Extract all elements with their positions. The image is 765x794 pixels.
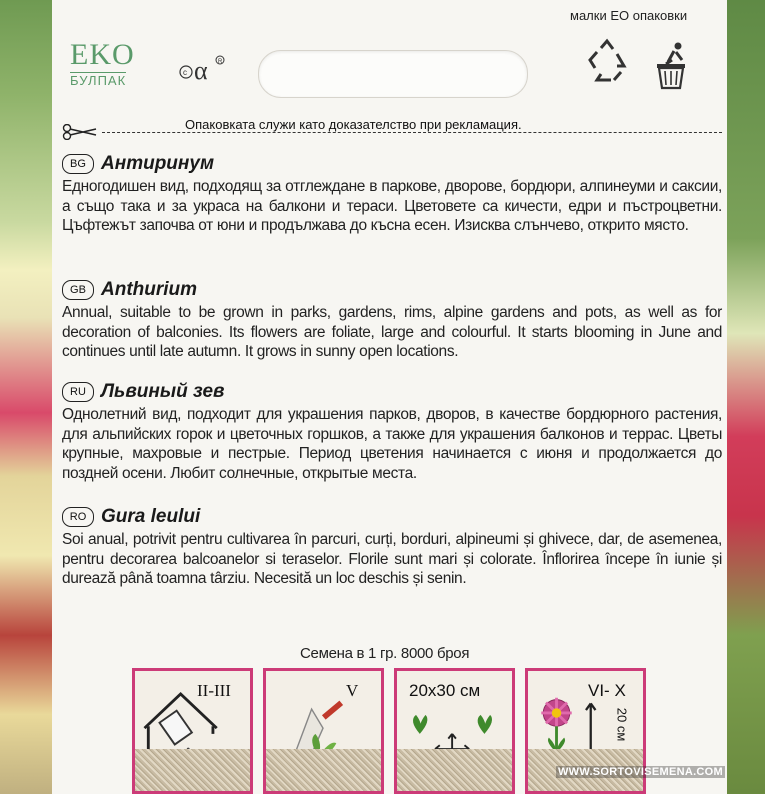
svg-text:α: α (194, 56, 208, 84)
tile-sowing-period (132, 668, 253, 794)
language-code: GB (62, 280, 94, 300)
scissors-icon (62, 124, 98, 140)
proof-of-claim-text: Опаковката служи като доказателство при рекламация. (185, 117, 522, 132)
section-title: Anthurium (101, 279, 198, 300)
trash-bin-icon (654, 40, 688, 90)
cut-line (62, 124, 722, 140)
website-url: WWW.SORTOVISEMENA.COM (558, 766, 723, 778)
svg-text:R: R (218, 59, 223, 65)
tile-label: V (346, 681, 359, 700)
tile-label: VI- X (588, 681, 626, 700)
section-body: Однолетний вид, подходит для украшения парков, дворов, в качестве бордюрного растения, для альпийских горок и цветочных горшков, а также для украшения балконов и террас. Цветы крупные, махровые и пестрые. Период цветения начинается с июня и продолжается до поздней осени. Любит солнечные, открытые места. (62, 406, 722, 482)
section-ro (62, 506, 722, 589)
section-title: Львиный зев (101, 381, 225, 402)
tile-plant-spacing (394, 668, 515, 794)
section-bg (62, 153, 722, 236)
tile-label: II-III (197, 681, 231, 700)
hang-slot (258, 50, 528, 98)
language-code: BG (62, 154, 94, 174)
section-ru (62, 381, 722, 483)
height-label: 20 см (614, 707, 630, 742)
logo-bulpak: БУЛПАК (70, 73, 127, 88)
tile-label: 20x30 см (409, 681, 481, 700)
tile-planting-month (263, 668, 384, 794)
section-body: Едногодишен вид, подходящ за отглеждане в паркове, дворове, бордюри, алпинеуми и саксии, а също така и за украса на балкони и тераси. Цветовете са кичести, едри и пъстроцветни. Цъфтежът започва от юни и продължава до късна есен. Изисква слънчево, открито място. (62, 178, 722, 234)
flower-photo-left (0, 0, 60, 794)
packaging-note: малки ЕО опаковки (570, 8, 688, 23)
section-body: Annual, suitable to be grown in parks, gardens, rims, alpine gardens and pots, as well as for decoration of balconies. Its flowers are foliate, large and colourful. It starts blooming in June and continues until late autumn. It grows in sunny open locations. (62, 304, 722, 360)
dashed-cut-line (102, 132, 722, 133)
section-title: Gura leului (101, 506, 201, 527)
recycle-icon (584, 38, 630, 86)
seeds-per-gram: Семена в 1 гр. 8000 броя (300, 645, 470, 662)
section-body: Soi anual, potrivit pentru cultivarea în parcuri, curți, borduri, alpineumi și ghivece, dar, de asemenea, pentru decorarea balcoanelor si teraselor. Florile sunt mari și colorate. Înflorirea începe în iunie și durează până toamna târziu. Necesită un loc deschis și senin. (62, 531, 722, 587)
section-title: Антиринум (101, 153, 215, 174)
soil-strip (397, 749, 512, 791)
soil-strip (135, 749, 250, 791)
alpha-trademark-icon (178, 54, 228, 84)
eko-bulpak-logo (70, 40, 160, 90)
language-code: RU (62, 382, 94, 402)
section-gb (62, 279, 722, 362)
soil-strip (266, 749, 381, 791)
logo-eko: EKO (70, 38, 135, 71)
flower-photo-right (725, 0, 765, 794)
svg-text:c: c (183, 68, 187, 77)
language-code: RO (62, 507, 94, 527)
